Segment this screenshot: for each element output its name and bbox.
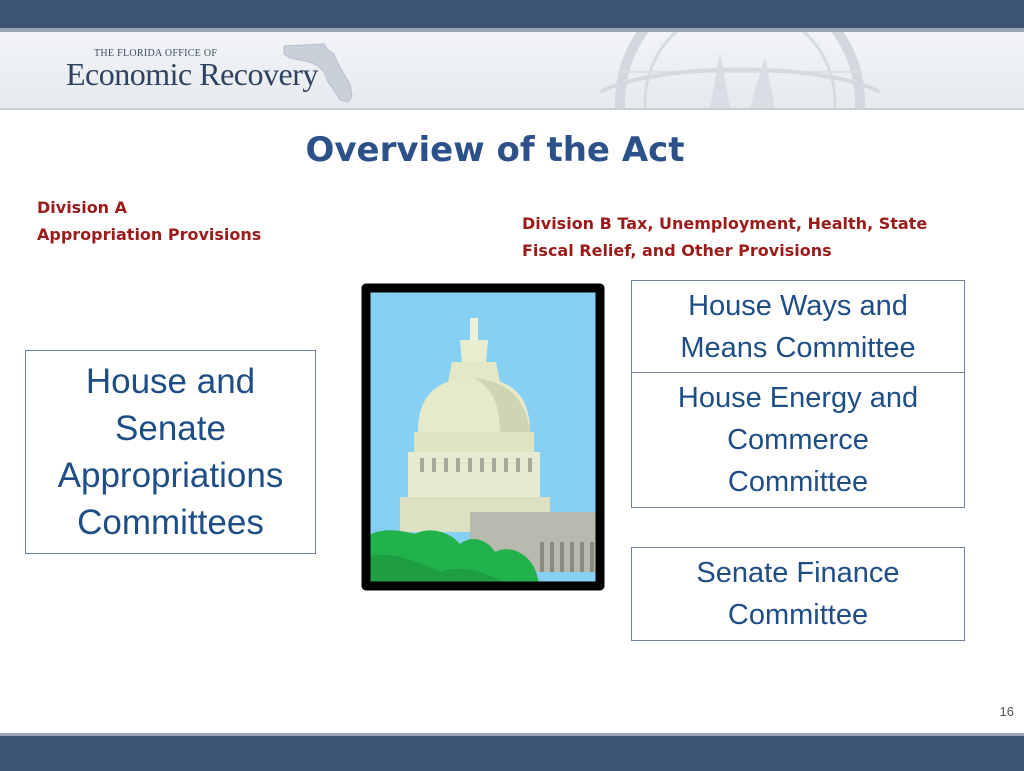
division-b-line1: Division B Tax, Unemployment, Health, State — [522, 214, 928, 233]
logo-title: Economic Recovery — [66, 56, 318, 92]
logo-subtitle: THE FLORIDA OFFICE OF — [94, 48, 218, 59]
box-line: House Ways and — [688, 289, 908, 322]
division-a-line1: Division A — [37, 198, 128, 217]
bottom-bar — [0, 733, 1024, 771]
box-line: Committee — [727, 599, 869, 631]
box-line: Committee — [727, 466, 869, 498]
senate-finance-box — [631, 547, 965, 641]
box-line: House and — [85, 362, 256, 401]
box-line: Means Committee — [680, 331, 916, 364]
division-b-line2: Fiscal Relief, and Other Provisions — [522, 241, 832, 260]
box-line: Committees — [77, 503, 264, 542]
division-a-line2: Appropriation Provisions — [37, 225, 262, 244]
capitol-clipart-icon — [360, 282, 606, 592]
box-line: Senate Finance — [696, 557, 900, 589]
box-line: Appropriations — [57, 456, 284, 495]
box-line: Senate — [115, 409, 226, 448]
page-number: 16 — [999, 704, 1014, 719]
appropriations-committees-box — [25, 350, 316, 554]
ways-and-means-box — [631, 280, 965, 373]
box-line: Commerce — [727, 424, 869, 456]
state-seal-icon — [560, 32, 980, 108]
top-bar — [0, 0, 1024, 28]
division-b-heading — [522, 210, 982, 264]
division-a-heading — [37, 194, 261, 248]
slide-title: Overview of the Act — [305, 130, 685, 170]
energy-and-commerce-box — [631, 372, 965, 508]
box-line: House Energy and — [677, 382, 919, 414]
florida-map-icon — [282, 40, 357, 104]
